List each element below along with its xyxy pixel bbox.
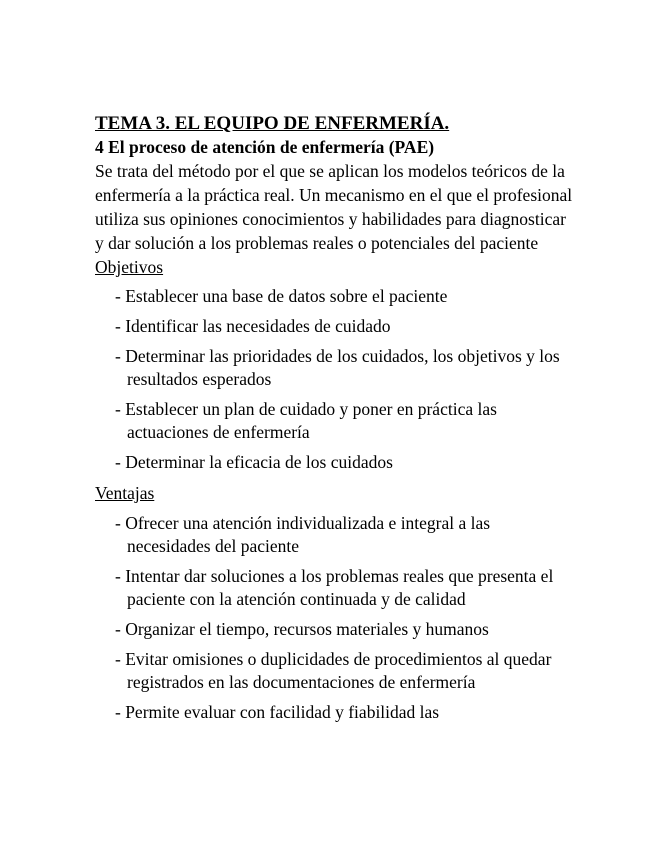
document-page — [95, 112, 575, 731]
ventajas-list — [95, 512, 575, 724]
section-subtitle: 4 El proceso de atención de enfermería (PAE) — [95, 137, 435, 157]
document-title: TEMA 3. EL EQUIPO DE ENFERMERÍA. — [95, 113, 450, 134]
list-item: - Establecer una base de datos sobre el paciente — [115, 286, 448, 306]
list-item: - Ofrecer una atención individualizada e integral a las necesidades del paciente — [115, 513, 491, 556]
list-item: - Determinar las prioridades de los cuidados, los objetivos y los resultados esperados — [115, 346, 560, 389]
objetivos-list — [95, 285, 575, 474]
list-item: - Identificar las necesidades de cuidado — [115, 316, 391, 336]
list-item: - Intentar dar soluciones a los problemas reales que presenta el paciente con la atención continuada y de calidad — [115, 566, 554, 609]
ventajas-heading: Ventajas — [95, 483, 155, 503]
list-item: - Determinar la eficacia de los cuidados — [115, 452, 393, 472]
list-item: - Permite evaluar con facilidad y fiabilidad las — [115, 702, 440, 722]
intro-paragraph: Se trata del método por el que se aplican los modelos teóricos de la enfermería a la práctica real. Un mecanismo en el que el profesional utiliza sus opiniones conocimientos y habilidades para diagnosticar y dar solución a los problemas reales o potenciales del paciente — [95, 161, 573, 253]
list-item: - Evitar omisiones o duplicidades de procedimientos al quedar registrados en las documentaciones de enfermería — [115, 649, 552, 692]
objetivos-heading: Objetivos — [95, 257, 164, 277]
list-item: - Organizar el tiempo, recursos materiales y humanos — [115, 619, 489, 639]
list-item: - Establecer un plan de cuidado y poner en práctica las actuaciones de enfermería — [115, 399, 497, 442]
